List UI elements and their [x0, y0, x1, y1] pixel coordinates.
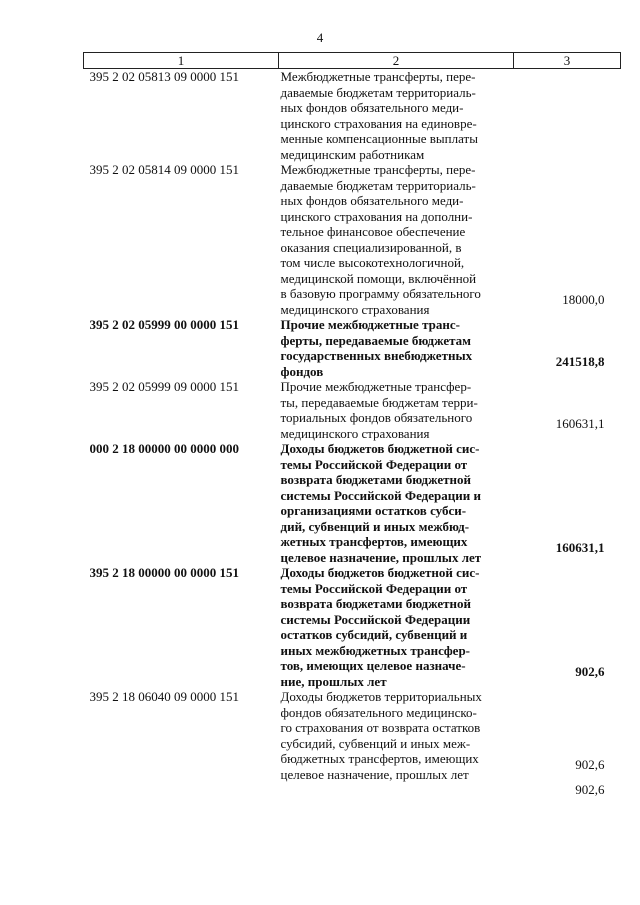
table-row [84, 782, 621, 798]
column-header: 3 [514, 53, 621, 69]
table-row [84, 69, 621, 163]
table-row [84, 565, 621, 689]
row-amount [514, 69, 621, 163]
budget-code: 000 2 18 00000 00 0000 000 [89, 441, 239, 456]
row-amount: 241518,8 [555, 353, 605, 369]
row-description: Межбюджетные трансферты, пере- даваемые бюджетам территориаль- ных фондов обязательного меди- цинского страхования на дополни- тельное финансовое обеспечение оказания специализированной, в том числе высокотехнологичной, медицинской помощи, включённой в базовую программу обязательного медицинского страхования [280, 162, 481, 317]
column-header: 1 [84, 53, 279, 69]
row-description: Межбюджетные трансферты, пере- даваемые бюджетам территориаль- ных фондов обязательного меди- цинского страхования на единовре- менные компенсационные выплаты медицинским работникам [280, 69, 478, 162]
row-amount: 18000,0 [562, 291, 605, 307]
table-row [84, 317, 621, 379]
table-header-row [84, 53, 621, 69]
budget-code: 395 2 02 05999 00 0000 151 [89, 317, 239, 332]
table-row [84, 379, 621, 441]
row-description: Доходы бюджетов территориальных фондов обязательного медицинско- го страхования от возврата остатков субсидий, субвенций и иных меж- бюджетных трансфертов, имеющих целевое назначение, прошлых лет [280, 689, 482, 782]
budget-code: 395 2 02 05814 09 0000 151 [89, 162, 239, 177]
row-description: Прочие межбюджетные трансфер- ты, передаваемые бюджетам терри- ториальных фондов обязательного медицинского страхования [280, 379, 478, 441]
budget-code: 395 2 18 00000 00 0000 151 [89, 565, 239, 580]
row-description: Доходы бюджетов бюджетной сис- темы Российской Федерации от возврата бюджетами бюджетной системы Российской Федерации остатков субсидий, субвенций и иных межбюджетных трансфер- тов, имеющих целевое назначе- ние, прошлых лет [280, 565, 480, 689]
budget-code [84, 782, 279, 798]
table-row [84, 689, 621, 782]
page-number: 4 [316, 30, 324, 45]
table-row [84, 441, 621, 565]
column-header: 2 [279, 53, 514, 69]
row-description: Прочие межбюджетные транс- ферты, передаваемые бюджетам государственных внебюджетных фондов [280, 317, 473, 379]
row-description: Доходы бюджетов бюджетной сис- темы Российской Федерации от возврата бюджетами бюджетной системы Российской Федерации и организациями остатков субси- дий, субвенций и иных межбюд- жетных трансфертов, имеющих целевое назначение, прошлых лет [280, 441, 482, 565]
row-amount: 160631,1 [555, 539, 605, 555]
budget-code: 395 2 02 05999 09 0000 151 [89, 379, 239, 394]
final-amount: 902,6 [575, 782, 605, 797]
budget-code: 395 2 18 06040 09 0000 151 [89, 689, 239, 704]
row-amount: 902,6 [575, 756, 605, 772]
budget-table [83, 52, 621, 798]
row-amount: 902,6 [575, 663, 605, 679]
row-amount: 160631,1 [555, 415, 605, 431]
table-row [84, 162, 621, 317]
budget-code: 395 2 02 05813 09 0000 151 [89, 69, 239, 84]
row-description [279, 782, 514, 798]
